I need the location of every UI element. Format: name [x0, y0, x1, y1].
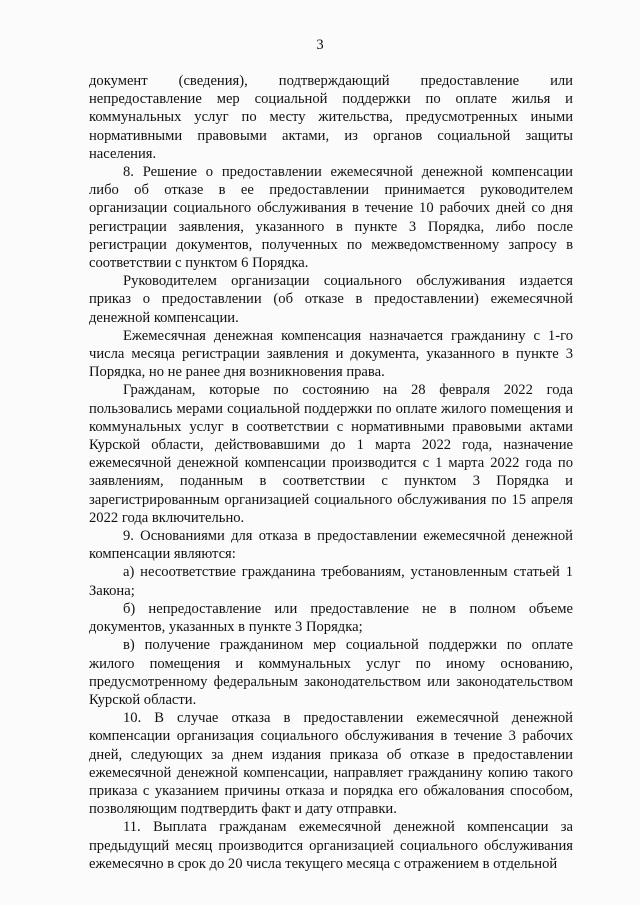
paragraph-transitional: Гражданам, которые по состоянию на 28 февраля 2022 года пользовались мерами социальной поддержки по оплате жилого помещения и коммунальных услуг в соответствии с нормативными правовыми актами Курской области, действовавшими до 1 марта 2022 года, назначение ежемесячной денежной компенсации производится с 1 марта 2022 года по заявлениям, поданным в соответствии с пунктом 3 Порядка и зарегистрированным организацией социального обслуживания по 15 апреля 2022 года включительно.	[89, 382, 573, 526]
paragraph-order-issue: Руководителем организации социального обслуживания издается приказ о предоставлении (об отказе в предоставлении) ежемесячной денежной компенсации.	[89, 273, 573, 326]
document-body	[89, 72, 573, 873]
paragraph-item-9b: б) непредоставление или предоставление не в полном объеме документов, указанных в пункте 3 Порядка;	[89, 600, 573, 636]
page-number: 3	[316, 37, 324, 53]
paragraph-assignment-date: Ежемесячная денежная компенсация назначается гражданину с 1-го числа месяца регистрации заявления и документа, указанного в пункте 3 Порядка, но не ранее дня возникновения права.	[89, 327, 573, 381]
paragraph-item-11: 11. Выплата гражданам ежемесячной денежной компенсации за предыдущий месяц производится организацией социального обслуживания ежемесячно в срок до 20 числа текущего месяца с отражением в отдельной	[89, 819, 573, 872]
paragraph-item-10: 10. В случае отказа в предоставлении ежемесячной денежной компенсации организация социального обслуживания в течение 3 рабочих дней, следующих за днем издания приказа об отказе в предоставлении ежемесячной денежной компенсации, направляет гражданину копию такого приказа с указанием причины отказа и порядка его обжалования способом, позволяющим подтвердить факт и дату отправки.	[89, 710, 573, 818]
paragraph-item-8: 8. Решение о предоставлении ежемесячной денежной компенсации либо об отказе в ее предоставлении принимается руководителем организации социального обслуживания в течение 10 рабочих дней со дня регистрации заявления, указанного в пункте 3 Порядка, либо после регистрации документов, полученных по межведомственному запросу в соответствии с пунктом 6 Порядка.	[89, 164, 573, 272]
paragraph-item-9a: а) несоответствие гражданина требованиям, установленным статьей 1 Закона;	[89, 564, 573, 599]
paragraph-item-9c: в) получение гражданином мер социальной поддержки по оплате жилого помещения и коммунальных услуг по иному основанию, предусмотренному федеральным законодательством или законодательством Курской области.	[89, 637, 573, 708]
paragraph-continuation: документ (сведения), подтверждающий предоставление или непредоставление мер социальной поддержки по оплате жилья и коммунальных услуг по месту жительства, предусмотренных иными нормативными правовыми актами, из органов социальной защиты населения.	[89, 73, 573, 162]
paragraph-item-9: 9. Основаниями для отказа в предоставлении ежемесячной денежной компенсации являются:	[89, 528, 573, 563]
